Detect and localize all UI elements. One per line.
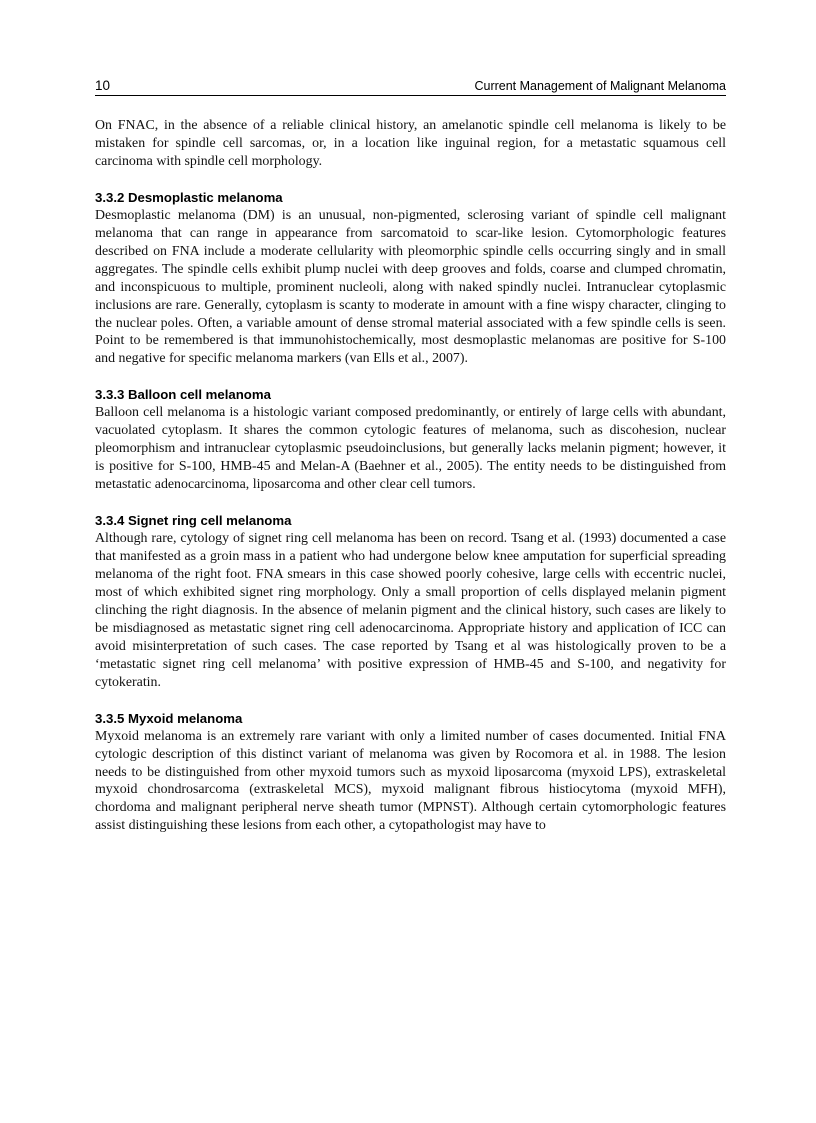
section-heading: 3.3.3 Balloon cell melanoma — [95, 387, 271, 403]
section-heading: 3.3.4 Signet ring cell melanoma — [95, 513, 292, 529]
section-heading: 3.3.2 Desmoplastic melanoma — [95, 189, 283, 205]
running-header — [95, 78, 726, 96]
section-body: Myxoid melanoma is an extremely rare variant with only a limited number of cases documented. Initial FNA cytologic description of this distinct variant of melanoma was given by Rocomora et al. in 1988. The lesion needs to be distinguished from other myxoid tumors such as myxoid liposarcoma (myxoid LPS), extraskeletal myxoid chondrosarcoma (extraskeletal MCS), myxoid malignant fibrous histiocytoma (myxoid MFH), chordoma and malignant peripheral nerve sheath tumor (MPNST). Although certain cytomorphologic features assist distinguishing these lesions from each other, a cytopathologist may have to — [95, 728, 726, 834]
intro-paragraph: On FNAC, in the absence of a reliable clinical history, an amelanotic spindle cell melanoma is likely to be mistaken for spindle cell sarcomas, or, in a location like inguinal region, for a metastatic squamous cell carcinoma with spindle cell morphology. — [95, 118, 726, 169]
section-balloon-cell-melanoma — [95, 386, 726, 494]
section-signet-ring-cell-melanoma — [95, 512, 726, 692]
section-body: Desmoplastic melanoma (DM) is an unusual, non-pigmented, sclerosing variant of spindle cell malignant melanoma that can range in appearance from sarcomatoid to scar-like lesion. Cytomorphologic features described on FNA include a moderate cellularity with pleomorphic spindle cells occurring singly and in small aggregates. The spindle cells exhibit plump nuclei with deep grooves and folds, coarse and clumped chromatin, and inconspicuous to multiple, prominent nucleoli, along with naked spindly nuclei. Intranuclear cytoplasmic inclusions are rare. Generally, cytoplasm is scanty to moderate in amount with a fine wispy character, clinging to the nuclear poles. Often, a variable amount of dense stromal material associated with a few spindle cells is seen. Point to be remembered is that immunohistochemically, most desmoplastic melanomas are positive for S-100 and negative for specific melanoma markers (van Ells et al., 2007). — [95, 207, 726, 367]
section-desmoplastic-melanoma — [95, 189, 726, 369]
document-page — [95, 78, 726, 835]
running-title: Current Management of Malignant Melanoma — [474, 79, 726, 93]
section-body: Although rare, cytology of signet ring cell melanoma has been on record. Tsang et al. (1993) documented a case that manifested as a groin mass in a patient who had undergone below knee amputation for superficial spreading melanoma of the right foot. FNA smears in this case showed poorly cohesive, large cells with eccentric nuclei, most of which exhibited signet ring morphology. Only a small proportion of cells displayed melanin pigment clinching the right diagnosis. In the absence of melanin pigment and the clinical history, such cases are likely to be misdiagnosed as metastatic signet ring cell adenocarcinoma. Appropriate history and application of ICC can avoid misinterpretation of such cases. The case reported by Tsang et al was histologically proven to be a ‘metastatic signet ring cell melanoma’ with positive expression of HMB-45 and S-100, and negativity for cytokeratin. — [95, 531, 726, 690]
page-content — [95, 117, 726, 835]
section-heading: 3.3.5 Myxoid melanoma — [95, 710, 243, 726]
section-myxoid-melanoma — [95, 710, 726, 836]
page-number: 10 — [95, 78, 111, 93]
section-body: Balloon cell melanoma is a histologic variant composed predominantly, or entirely of large cells with abundant, vacuolated cytoplasm. It shares the common cytologic features of melanoma, such as discohesion, nuclear pleomorphism and intranuclear cytoplasmic pseudoinclusions, but generally lacks melanin pigment; however, it is positive for S-100, HMB-45 and Melan-A (Baehner et al., 2005). The entity needs to be distinguished from metastatic adenocarcinoma, liposarcoma and other clear cell tumors. — [95, 405, 726, 493]
